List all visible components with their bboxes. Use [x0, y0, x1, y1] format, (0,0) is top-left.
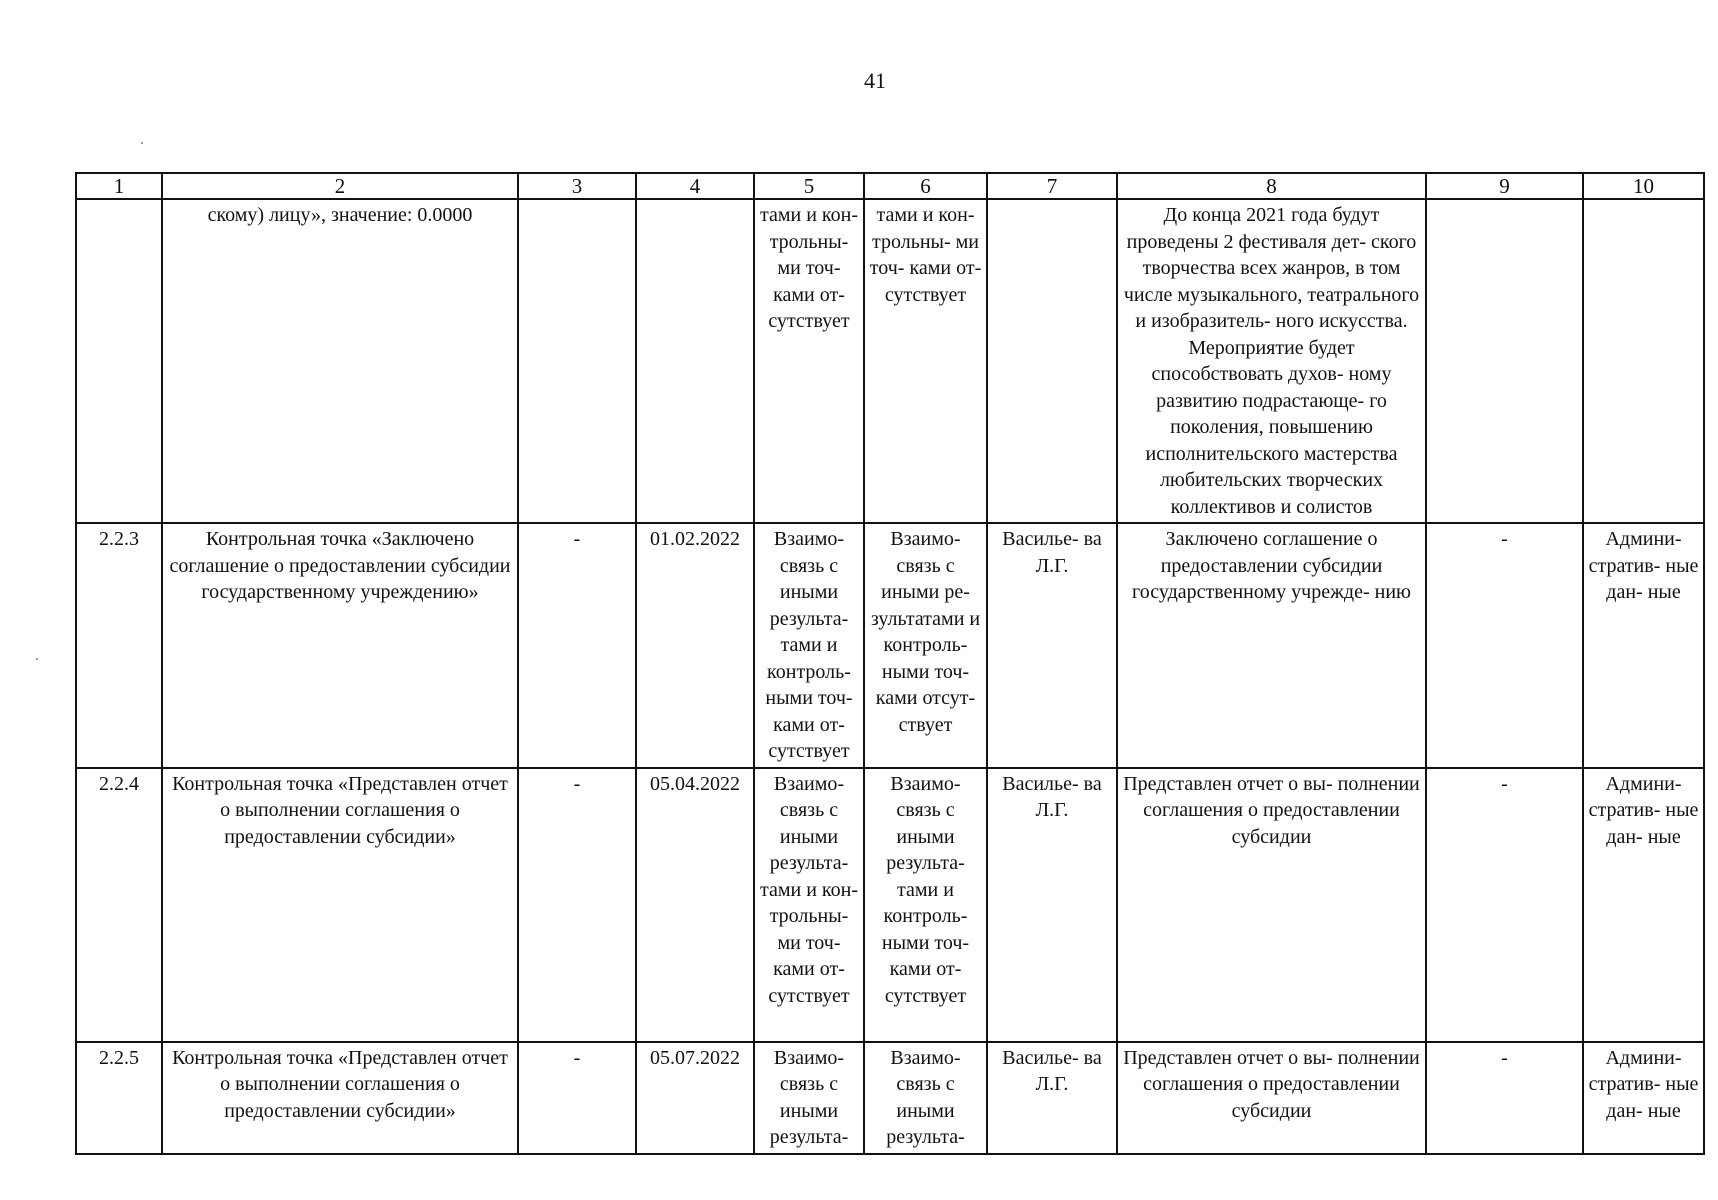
- description-cell: Заключено соглашение о предоставлении субсидии государственному учрежде- нию: [1117, 523, 1426, 768]
- column-3-cell: -: [518, 523, 636, 768]
- responsible-cell: Василье- ва Л.Г.: [987, 523, 1117, 768]
- relation-cell: тами и кон- трольны- ми точ- ками от- сутствует: [754, 199, 864, 523]
- relation-cell: Взаимо- связь с иными результа- тами и контроль- ными точ- ками от- сутствует: [754, 523, 864, 768]
- column-3-cell: -: [518, 768, 636, 1042]
- data-source-cell: [1583, 199, 1704, 523]
- responsible-cell: Василье- ва Л.Г.: [987, 768, 1117, 1042]
- row-number-cell: 2.2.5: [76, 1042, 162, 1154]
- column-9-cell: [1426, 199, 1583, 523]
- table-row: [76, 768, 1704, 1042]
- control-points-table: [75, 172, 1705, 1155]
- description-cell: Представлен отчет о вы- полнении соглашения о предоставлении субсидии: [1117, 768, 1426, 1042]
- column-9-cell: -: [1426, 1042, 1583, 1154]
- scan-speck: [36, 658, 38, 660]
- scan-speck: [141, 142, 143, 144]
- table-row: [76, 1042, 1704, 1154]
- event-name-cell: Контрольная точка «Представлен отчет о выполнении соглашения о предоставлении субсидии»: [162, 1042, 518, 1154]
- responsible-cell: Василье- ва Л.Г.: [987, 1042, 1117, 1154]
- column-header: 10: [1583, 173, 1704, 199]
- column-3-cell: -: [518, 1042, 636, 1154]
- event-name-cell: Контрольная точка «Представлен отчет о выполнении соглашения о предоставлении субсидии»: [162, 768, 518, 1042]
- row-number-cell: [76, 199, 162, 523]
- table-row: [76, 199, 1704, 523]
- data-source-cell: Админи- стратив- ные дан- ные: [1583, 768, 1704, 1042]
- column-header: 4: [636, 173, 754, 199]
- relation-cell: Взаимо- связь с иными результа- тами и кон- трольны- ми точ- ками от- сутствует: [754, 768, 864, 1042]
- column-header: 1: [76, 173, 162, 199]
- column-header: 9: [1426, 173, 1583, 199]
- data-source-cell: Админи- стратив- ные дан- ные: [1583, 1042, 1704, 1154]
- header-row: [76, 173, 1704, 199]
- event-name-cell: скому) лицу», значение: 0.0000: [162, 199, 518, 523]
- row-number-cell: 2.2.4: [76, 768, 162, 1042]
- relation-cell: Взаимо- связь с иными результа- тами и контроль- ными точ- ками от- сутствует: [864, 768, 987, 1042]
- column-header: 7: [987, 173, 1117, 199]
- relation-cell: тами и кон- трольны- ми точ- ками от- сутствует: [864, 199, 987, 523]
- date-cell: [636, 199, 754, 523]
- relation-cell: Взаимо- связь с иными результа-: [864, 1042, 987, 1154]
- relation-cell: Взаимо- связь с иными результа-: [754, 1042, 864, 1154]
- event-name-cell: Контрольная точка «Заключено соглашение о предоставлении субсидии государственному учреждению»: [162, 523, 518, 768]
- data-source-cell: Админи- стратив- ные дан- ные: [1583, 523, 1704, 768]
- description-cell: До конца 2021 года будут проведены 2 фестиваля дет- ского творчества всех жанров, в том числе музыкального, театрального и изобразитель- ного искусства. Мероприятие будет способствовать духов- ному развитию подрастающе- го поколения, повышению исполнительского мастерства любительских творческих коллективов и солистов: [1117, 199, 1426, 523]
- column-header: 3: [518, 173, 636, 199]
- column-3-cell: [518, 199, 636, 523]
- page-number: 41: [864, 68, 886, 93]
- date-cell: 05.07.2022: [636, 1042, 754, 1154]
- relation-cell: Взаимо- связь с иными ре- зультатами и контроль- ными точ- ками отсут- ствует: [864, 523, 987, 768]
- date-cell: 05.04.2022: [636, 768, 754, 1042]
- column-header: 8: [1117, 173, 1426, 199]
- column-header: 2: [162, 173, 518, 199]
- column-9-cell: -: [1426, 523, 1583, 768]
- column-header: 6: [864, 173, 987, 199]
- description-cell: Представлен отчет о вы- полнении соглашения о предоставлении субсидии: [1117, 1042, 1426, 1154]
- row-number-cell: 2.2.3: [76, 523, 162, 768]
- table-row: [76, 523, 1704, 768]
- date-cell: 01.02.2022: [636, 523, 754, 768]
- responsible-cell: [987, 199, 1117, 523]
- column-header: 5: [754, 173, 864, 199]
- column-9-cell: -: [1426, 768, 1583, 1042]
